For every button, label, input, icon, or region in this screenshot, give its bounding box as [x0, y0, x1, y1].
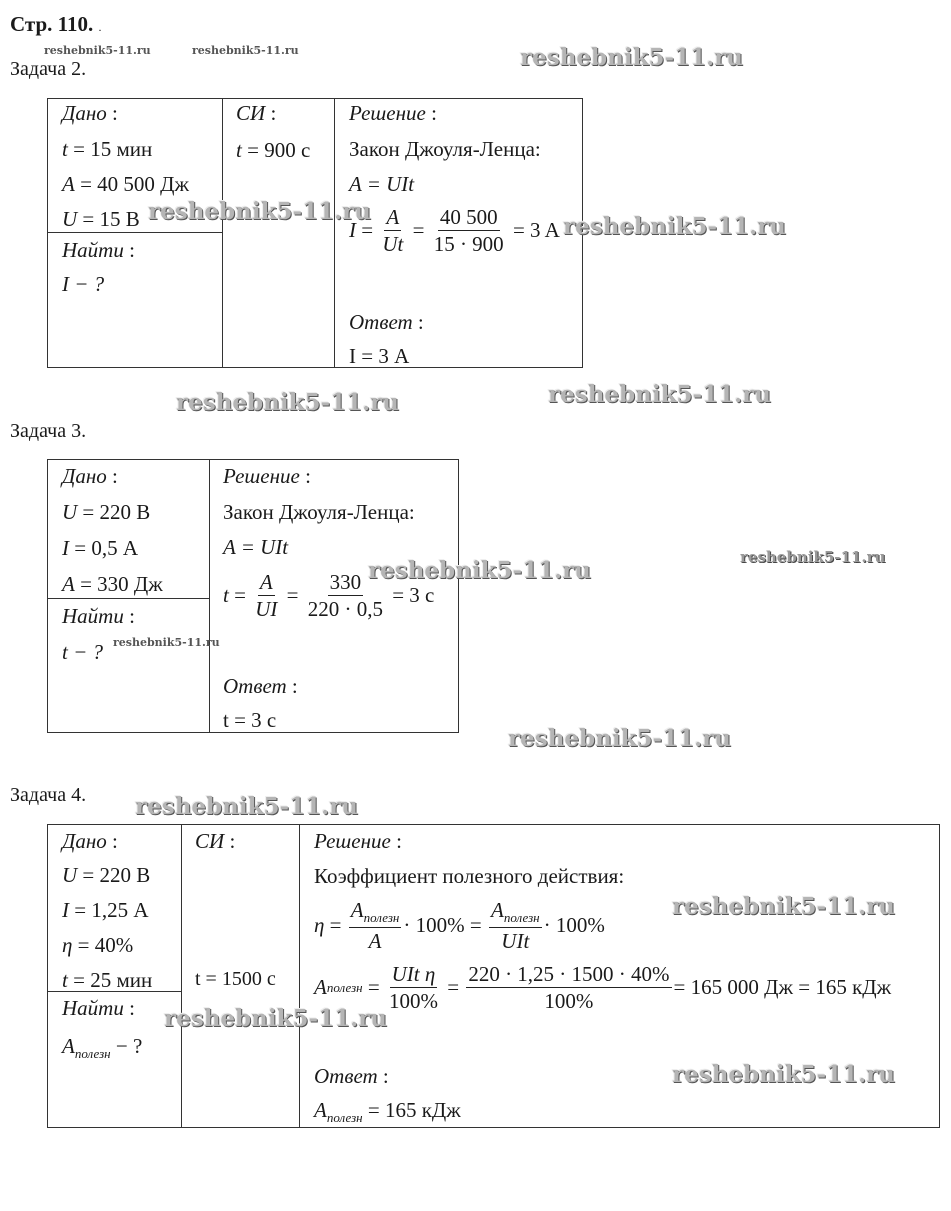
task4-solution-label: Решение :	[314, 829, 402, 853]
task4-si-t: t = 1500 с	[195, 968, 276, 990]
task3-answer: t = 3 с	[223, 708, 277, 732]
header-dot: .	[98, 20, 102, 34]
task2-formula: I = $\frac{A}{Ut}$ = $\frac{40 500}{15 \cdot 900}$ = 3 A	[349, 205, 560, 257]
task3-given-A: A = 330 Дж	[62, 572, 163, 596]
task4-title: Задача 4.	[10, 784, 87, 806]
task2-si-t: t = 900 с	[236, 138, 311, 162]
task3-find-label: Найти :	[62, 604, 135, 628]
task3-formula: t = $\frac{A}{UI}$ = $\frac{330}{220 \cdot 0,5}$ = 3 с	[223, 570, 435, 622]
task3-column-divider	[209, 459, 210, 733]
task4-kpd: Коэффициент полезного действия:	[314, 864, 625, 888]
watermark: reshebnik5-11.ru	[672, 893, 895, 920]
task3-eq1: A = UIt	[223, 535, 289, 559]
task3-frac2: $\frac{330}{220 \cdot 0,5}$	[307, 570, 383, 622]
task4-given-eta: η = 40%	[62, 933, 134, 957]
task2-frac2: $\frac{40 500}{15 \cdot 900}$	[433, 205, 504, 257]
task2-solution-label: Решение :	[349, 101, 437, 125]
task2-find-label: Найти :	[62, 238, 135, 262]
task4-frac-useful2: $\frac{220 \cdot 1,25 \cdot 1500 \cdot 40\%}{100\%}$	[468, 962, 670, 1014]
task2-eq1: A = UIt	[349, 172, 415, 196]
task3-find: t − ?	[62, 640, 104, 664]
task2-answer: I = 3 А	[349, 344, 410, 368]
task3-given-divider	[47, 598, 210, 599]
watermark: reshebnik5-11.ru	[368, 557, 591, 584]
task2-given-U: U = 15 В	[62, 207, 140, 231]
watermark: reshebnik5-11.ru	[192, 44, 299, 57]
watermark: reshebnik5-11.ru	[520, 44, 743, 71]
task2-given-divider	[47, 232, 223, 233]
task3-solution-label: Решение :	[223, 464, 311, 488]
task4-given-label: Дано :	[62, 829, 118, 853]
watermark: reshebnik5-11.ru	[563, 213, 786, 240]
task3-given-I: I = 0,5 А	[62, 536, 139, 560]
task4-frac-eta2: $\frac{A_{полезн}}{\text{UIt}}$	[490, 898, 540, 953]
task4-answer-label: Ответ :	[314, 1064, 389, 1088]
watermark: reshebnik5-11.ru	[44, 44, 151, 57]
task3-title: Задача 3.	[10, 420, 87, 442]
task2-given-t: t = 15 мин	[62, 137, 153, 161]
watermark: reshebnik5-11.ru	[164, 1005, 387, 1032]
task4-given-t: t = 25 мин	[62, 968, 153, 992]
watermark: reshebnik5-11.ru	[672, 1061, 895, 1088]
task4-frac-eta1: $\frac{A_{полезн}}{A}$	[350, 898, 400, 953]
task2-title: Задача 2.	[10, 58, 87, 80]
task3-answer-label: Ответ :	[223, 674, 298, 698]
task3-given-label: Дано :	[62, 464, 118, 488]
watermark: reshebnik5-11.ru	[740, 548, 886, 566]
task2-given-A: A = 40 500 Дж	[62, 172, 190, 196]
task3-frac1: $\frac{A}{UI}$	[255, 570, 278, 622]
page-number: Стр. 110.	[10, 12, 94, 36]
task4-frac-useful1: $\frac{\text{UIt η}}{100\%}$	[388, 962, 438, 1014]
task4-given-U: U = 220 В	[62, 863, 151, 887]
task2-answer-label: Ответ :	[349, 310, 424, 334]
task3-law: Закон Джоуля-Ленца:	[223, 500, 415, 524]
task3-given-U: U = 220 В	[62, 500, 151, 524]
task4-find: $A_{полезн}$ − ?	[62, 1034, 143, 1061]
task2-find: I − ?	[62, 272, 105, 296]
task4-given-I: I = 1,25 А	[62, 898, 149, 922]
task2-law: Закон Джоуля-Ленца:	[349, 137, 541, 161]
watermark: reshebnik5-11.ru	[135, 793, 358, 820]
page-number-heading	[10, 12, 101, 37]
task2-given-label: Дано :	[62, 101, 118, 125]
task4-formula-useful: A полезн = $\frac{\text{UIt η}}{100\%}$ = $\frac{220 \cdot 1,25 \cdot 1500 \cdot 40\%}{100\%}$ = 165 000 Дж = 165 кДж	[314, 962, 892, 1014]
task4-find-label: Найти :	[62, 996, 135, 1020]
task2-si-label: СИ :	[236, 101, 277, 125]
watermark: reshebnik5-11.ru	[508, 725, 731, 752]
task4-answer: $A_{полезн} = 165$ кДж	[314, 1098, 461, 1125]
watermark: reshebnik5-11.ru	[148, 198, 371, 225]
watermark: reshebnik5-11.ru	[548, 381, 771, 408]
task4-formula-eta: η = $\frac{A_{полезн}}{A}$ · 100% = $\frac{A_{полезн}}{\text{UIt}}$ · 100%	[314, 898, 605, 953]
watermark: reshebnik5-11.ru	[176, 389, 399, 416]
task2-frac1: $\frac{A}{Ut}$	[382, 205, 404, 257]
watermark: reshebnik5-11.ru	[113, 636, 220, 649]
task4-si-label: СИ :	[195, 829, 236, 853]
